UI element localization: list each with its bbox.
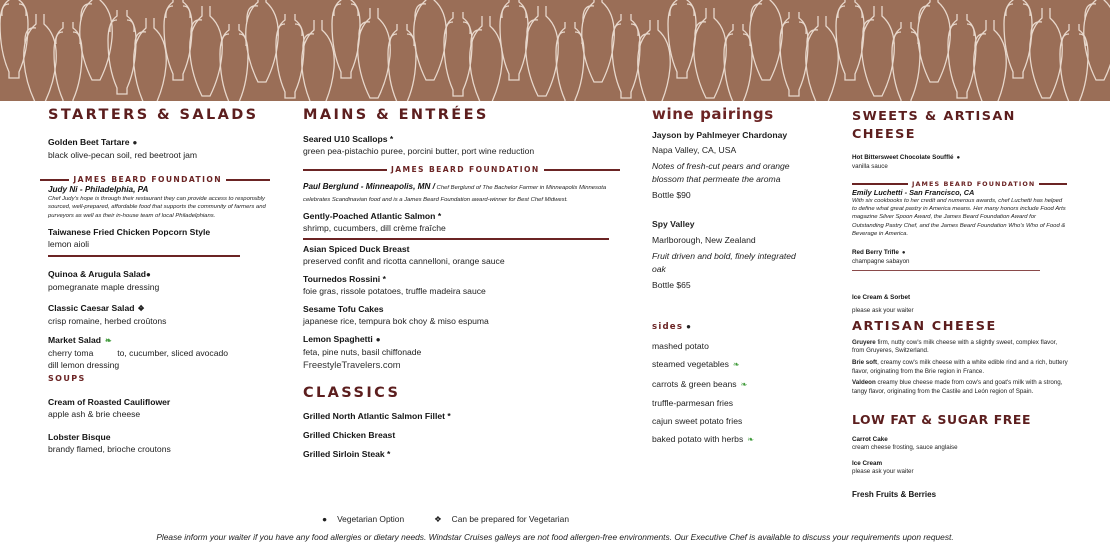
lowfat-title: LOW FAT & SUGAR FREE	[852, 412, 1032, 428]
item-name: Sesame Tofu Cakes	[303, 303, 384, 314]
side-item	[652, 415, 812, 427]
starters-column	[48, 101, 270, 455]
mains-column	[303, 101, 625, 460]
item-name: Hot Bittersweet Chocolate Soufflé	[852, 154, 954, 161]
starters-title: STARTERS & SALADS	[48, 107, 259, 123]
side-name: truffle-parmesan fries	[652, 397, 734, 408]
chef-blurb: Chef Berglund of The Bachelor Farmer in Minneapolis Minnesota celebrates Scandinavian food and is a James Beard Foundation award-winner for Best Chef Midwest.	[303, 185, 607, 204]
cheese-name: Gruyere	[852, 338, 876, 346]
chef-blurb: With six cookbooks to her credit and numerous awards, chef Luchetti has helped to define what great pastry in America means. Her many honors include Food Arts magazine Silver Spoon Award, the James Beard Foundation Award for Outstanding Pastry Chef, and the James Beard Foundation Who's Who of Food & Beverage in America.	[852, 197, 1066, 238]
item-desc: brandy flamed, brioche croutons	[48, 444, 171, 455]
side-name: cajun sweet potato fries	[652, 416, 743, 427]
allergy-footnote: Please inform your waiter if you have any food allergies or dietary needs. Windstar Cruises galleys are not food allergen-free environments. Our Executive Chef is available to discuss your requirements upon request.	[156, 532, 954, 542]
jbf-label: JAMES BEARD FOUNDATION	[912, 179, 1036, 188]
menu-item	[48, 334, 270, 371]
menu-item	[852, 248, 1072, 267]
cheese-item	[852, 379, 1070, 396]
chef-name: Paul Berglund - Minneapolis, MN /	[303, 182, 435, 191]
cheese-desc: firm, nutty cow's milk cheese with a slightly sweet, complex flavor, from Gruyeres, Switzerland.	[852, 338, 1058, 355]
jbf-divider	[40, 175, 270, 184]
legend-prepare	[434, 514, 569, 524]
item-name: Ice Cream	[852, 459, 883, 467]
vegetarian-icon: ●	[146, 270, 151, 280]
jbf-divider	[852, 180, 1072, 188]
leaf-icon: ❧	[732, 360, 740, 370]
side-name: baked potato with herbs	[652, 434, 744, 445]
side-item	[652, 358, 812, 371]
cheese-list	[852, 339, 1072, 397]
item-name: Taiwanese Fried Chicken Popcorn Style	[48, 227, 211, 238]
legend-label: Vegetarian Option	[337, 514, 405, 524]
vegetarian-icon: ●	[901, 249, 906, 256]
jbf-label: JAMES BEARD FOUNDATION	[391, 165, 540, 174]
item-name: Classic Caesar Salad	[48, 303, 135, 314]
item-name: Lobster Bisque	[48, 432, 111, 443]
wine-price: Bottle $65	[652, 280, 691, 290]
sides-list	[652, 340, 812, 446]
cheese-item	[852, 339, 1070, 356]
legend-label: Can be prepared for Vegetarian	[451, 514, 569, 524]
item-name: Carrot Cake	[852, 436, 888, 444]
item-desc: shrimp, cucumbers, dill crème fraîche	[303, 222, 446, 233]
classic-item: Grilled North Atlantic Salmon Fillet *	[303, 410, 451, 421]
item-desc: japanese rice, tempura bok choy & miso espuma	[303, 315, 489, 326]
jbf-divider	[303, 165, 625, 174]
item-desc: preserved confit and ricotta cannelloni, orange sauce	[303, 255, 505, 266]
divider	[303, 238, 609, 240]
item-name: Cream of Roasted Cauliflower	[48, 397, 171, 408]
menu-item	[48, 431, 270, 455]
item-name: Market Salad	[48, 335, 102, 346]
item-desc: feta, pine nuts, basil chiffonade	[303, 346, 422, 357]
side-item	[652, 397, 812, 409]
menu-item	[48, 268, 270, 293]
cheese-name: Brie soft	[852, 359, 878, 366]
menu-item	[303, 243, 625, 267]
menu-item	[852, 293, 1072, 316]
cheese-name: Valdeon	[852, 379, 876, 387]
menu-item	[303, 303, 625, 327]
watermark-text: FreestyleTravelers.com	[303, 358, 401, 370]
sweets-column	[852, 101, 1072, 501]
item-name: Quinoa & Arugula Salad	[48, 269, 147, 280]
leaf-icon: ❧	[740, 379, 748, 389]
item-name: Golden Beet Tartare	[48, 137, 130, 147]
wine-notes: Notes of fresh-cut pears and orange blossom that permeate the aroma	[652, 161, 790, 184]
cheese-desc: , creamy cow's milk cheese with a white edible rind and a rich, buttery flavor, originating from the Brie region in France.	[852, 359, 1068, 375]
jbf-label: JAMES BEARD FOUNDATION	[73, 175, 222, 184]
dietary-legend	[322, 514, 569, 524]
menu-item	[48, 302, 270, 327]
amphora-pattern	[0, 0, 1110, 101]
menu-item	[303, 273, 625, 297]
menu-item	[303, 133, 625, 157]
side-name: carrots & green beans	[652, 378, 737, 389]
item-desc: vanilla sauce	[852, 163, 888, 170]
wine-notes: Fruit driven and bold, finely integrated oak	[652, 251, 796, 274]
item-desc: green pea-pistachio puree, porcini butter, port wine reduction	[303, 146, 535, 156]
item-name: Red Berry Trifle	[852, 248, 899, 256]
chef-feature	[303, 180, 625, 205]
sides-header	[652, 316, 812, 334]
side-name: mashed potato	[652, 341, 709, 351]
classic-item: Grilled Chicken Breast	[303, 429, 396, 440]
item-name: Ice Cream & Sorbet	[852, 294, 911, 302]
item-desc: lemon aioli	[48, 239, 90, 250]
item-name: Tournedos Rossini *	[303, 273, 386, 284]
divider	[852, 270, 1040, 271]
wine-price: Bottle $90	[652, 190, 691, 200]
wine-region: Marlborough, New Zealand	[652, 235, 756, 245]
wine-name: Jayson by Pahlmeyer Chardonay	[652, 130, 788, 140]
cheese-item	[852, 359, 1070, 376]
mains-title: MAINS & ENTRÉES	[303, 107, 489, 123]
legend-vegetarian	[322, 514, 404, 524]
menu-item	[303, 210, 625, 234]
vegetarian-icon: ●	[956, 155, 961, 161]
menu-item	[48, 136, 270, 161]
decorative-banner	[0, 0, 1110, 101]
fruits-item: Fresh Fruits & Berries	[852, 489, 937, 499]
item-desc: crisp romaine, herbed croûtons	[48, 316, 167, 327]
vegetarian-icon: ●	[322, 514, 328, 524]
prepare-vegetarian-icon: ❖	[137, 304, 145, 314]
vegetarian-icon: ●	[375, 334, 381, 344]
item-desc: please ask your waiter	[852, 307, 914, 315]
menu-item	[48, 396, 270, 420]
side-item	[652, 340, 812, 352]
cheese-desc: creamy blue cheese made from cow's and goat's milk with a strong, tangy flavor, originating from the Castile and León region of Spain.	[852, 379, 1063, 395]
item-desc: please ask your waiter	[852, 467, 914, 475]
item-desc: cream cheese frosting, sauce anglaise	[852, 444, 958, 452]
artisan-title: ARTISAN CHEESE	[852, 318, 997, 334]
wine-title: wine pairings	[652, 105, 774, 123]
side-item	[652, 433, 812, 446]
chef-blurb: Chef Judy's hope is through their restaurant they can provide access to responsibly sourced, well-prepared, affordable food that supports the community of farmers and purveyors as well as their in-house team of local Philadelphians.	[48, 196, 266, 219]
sides-title: sides	[652, 322, 684, 332]
wine-column	[652, 101, 812, 446]
menu-item	[303, 333, 625, 358]
side-name: steamed vegetables	[652, 359, 729, 370]
side-item	[652, 378, 812, 391]
item-desc: champagne sabayon	[852, 257, 910, 265]
classic-item: Grilled Sirloin Steak *	[303, 448, 391, 459]
wine-name: Spy Valley	[652, 219, 695, 229]
item-desc: pomegranate maple dressing	[48, 282, 160, 293]
vegetarian-icon: ●	[686, 322, 691, 331]
soups-title: SOUPS	[48, 374, 86, 384]
item-desc: cherry toma to, cucumber, sliced avocado	[48, 348, 229, 359]
leaf-icon: ❧	[105, 336, 112, 346]
item-name: Asian Spiced Duck Breast	[303, 243, 410, 254]
prepare-vegetarian-icon: ❖	[434, 514, 442, 524]
menu-item	[852, 459, 1072, 477]
item-desc: apple ash & brie cheese	[48, 409, 141, 420]
item-desc: foie gras, rissole potatoes, truffle madeira sauce	[303, 285, 486, 296]
menu-item	[48, 226, 270, 250]
item-name: Lemon Spaghetti	[303, 333, 373, 344]
item-name: Seared U10 Scallops *	[303, 134, 394, 144]
classics-title: CLASSICS	[303, 384, 401, 401]
item-desc: black olive-pecan soil, red beetroot jam	[48, 150, 198, 160]
item-name: Gently-Poached Atlantic Salmon *	[303, 210, 442, 221]
vegetarian-icon: ●	[132, 138, 138, 147]
leaf-icon: ❧	[747, 435, 754, 445]
item-desc-2: dill lemon dressing	[48, 360, 120, 371]
wine-region: Napa Valley, CA, USA	[652, 145, 737, 155]
chef-name: Emily Luchetti - San Francisco, CA	[852, 187, 975, 197]
menu-item	[852, 153, 1072, 172]
chef-name: Judy Ni - Philadelphia, PA	[48, 185, 149, 194]
menu-item	[852, 435, 1072, 453]
divider	[48, 255, 240, 257]
sweets-title: SWEETS & ARTISAN CHEESE	[852, 109, 1016, 142]
